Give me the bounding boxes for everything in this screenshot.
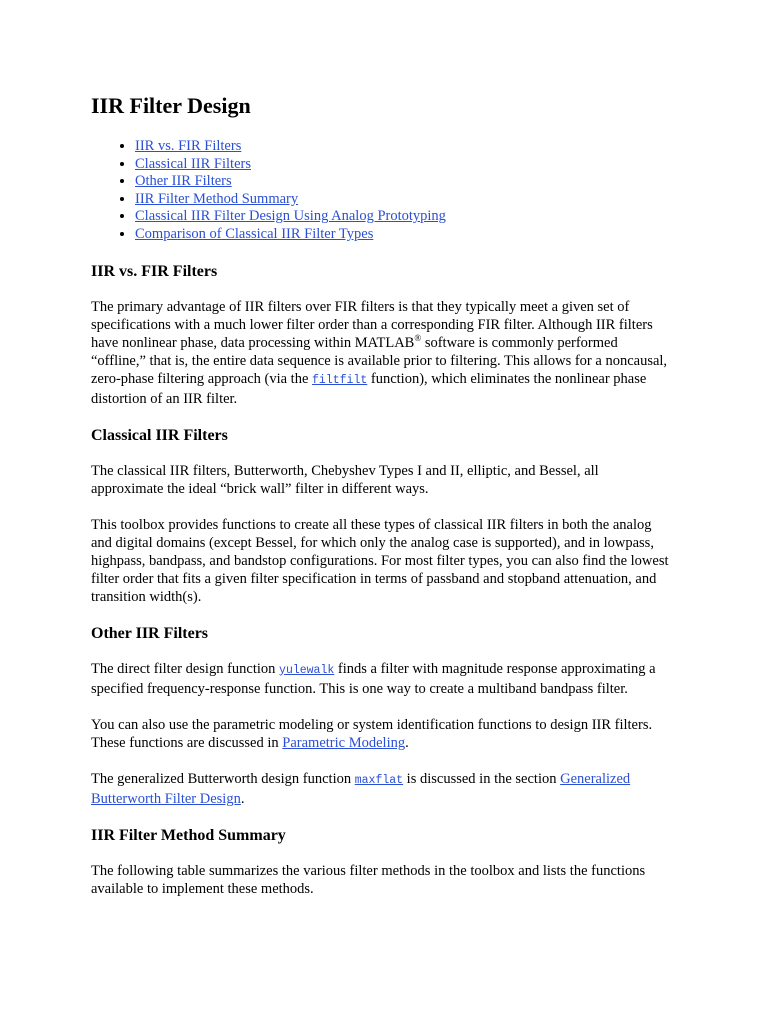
toc-link-iir-vs-fir[interactable]: IIR vs. FIR Filters <box>135 138 242 154</box>
code-link-maxflat[interactable] <box>355 771 403 787</box>
toc-link-classical-iir[interactable]: Classical IIR Filters <box>135 155 251 172</box>
toc-link-method-summary[interactable]: IIR Filter Method Summary <box>135 190 299 207</box>
toc-item <box>135 191 674 209</box>
code-maxflat: maxflat <box>354 773 404 787</box>
code-link-filtfilt[interactable] <box>312 371 367 387</box>
section-heading-method-summary: IIR Filter Method Summary <box>91 826 286 844</box>
toc-item <box>135 226 674 244</box>
toc-link-comparison[interactable]: Comparison of Classical IIR Filter Types <box>135 225 374 242</box>
toc-link-analog-prototyping[interactable]: Classical IIR Filter Design Using Analog Prototyping <box>135 208 446 225</box>
paragraph <box>91 660 674 698</box>
table-of-contents <box>91 138 674 244</box>
toc-link-other-iir[interactable]: Other IIR Filters <box>135 173 232 190</box>
paragraph <box>91 770 674 808</box>
paragraph-text: . <box>405 734 409 751</box>
paragraph-text: The primary advantage of IIR filters over FIR filters is that they typically meet a given set of specifications with a much lower filter order than a corresponding FIR filter. Although IIR filters have nonlinear phase, data processing within MATLAB <box>91 298 653 351</box>
toc-item <box>135 173 674 191</box>
toc-item <box>135 208 674 226</box>
paragraph-text: The generalized Butterworth design function <box>91 770 355 787</box>
paragraph-text: You can also use the parametric modeling or system identification functions to design IIR filters. These functions are discussed in <box>91 716 653 751</box>
paragraph-text: The direct filter design function <box>91 660 280 677</box>
link-generalized-butterworth[interactable]: Generalized Butterworth Filter Design <box>91 770 631 807</box>
paragraph-text: finds a filter with magnitude response approximating a specified frequency-response function. This is one way to create a multiband bandpass filter. <box>91 660 656 697</box>
registered-mark: ® <box>414 332 422 343</box>
paragraph-text: software is commonly performed “offline,” that is, the entire data sequence is available prior to filtering. This allows for a noncausal, zero-phase filtering approach (via the <box>91 334 668 387</box>
paragraph <box>91 716 674 752</box>
paragraph-text: is discussed in the section <box>403 770 561 787</box>
paragraph: The classical IIR filters, Butterworth, Chebyshev Types I and II, elliptic, and Bessel, all approximate the ideal “brick wall” filter in different ways. <box>91 462 599 497</box>
paragraph-text: . <box>240 790 245 807</box>
toc-item <box>135 138 674 156</box>
code-filtfilt: filtfilt <box>312 373 368 387</box>
paragraph <box>91 298 674 408</box>
section-heading-other-iir: Other IIR Filters <box>91 624 209 642</box>
toc-item <box>135 156 674 174</box>
section-heading-classical-iir: Classical IIR Filters <box>91 426 228 444</box>
code-link-yulewalk[interactable] <box>279 661 334 677</box>
link-parametric-modeling[interactable]: Parametric Modeling <box>282 734 406 751</box>
paragraph: This toolbox provides functions to create all these types of classical IIR filters in both the analog and digital domains (except Bessel, for which only the analog case is supported), and in lowpass, highpass, bandpass, and bandstop configurations. For most filter types, you can also find the lowest filter order that fits a given filter specification in terms of passband and stopband attenuation, and transition width(s). <box>91 516 669 605</box>
section-heading-iir-vs-fir: IIR vs. FIR Filters <box>91 262 218 280</box>
paragraph: The following table summarizes the various filter methods in the toolbox and lists the functions available to implement these methods. <box>91 862 646 897</box>
paragraph-text: function), which eliminates the nonlinear phase distortion of an IIR filter. <box>91 370 647 407</box>
page-title: IIR Filter Design <box>91 93 251 118</box>
code-yulewalk: yulewalk <box>279 663 335 677</box>
